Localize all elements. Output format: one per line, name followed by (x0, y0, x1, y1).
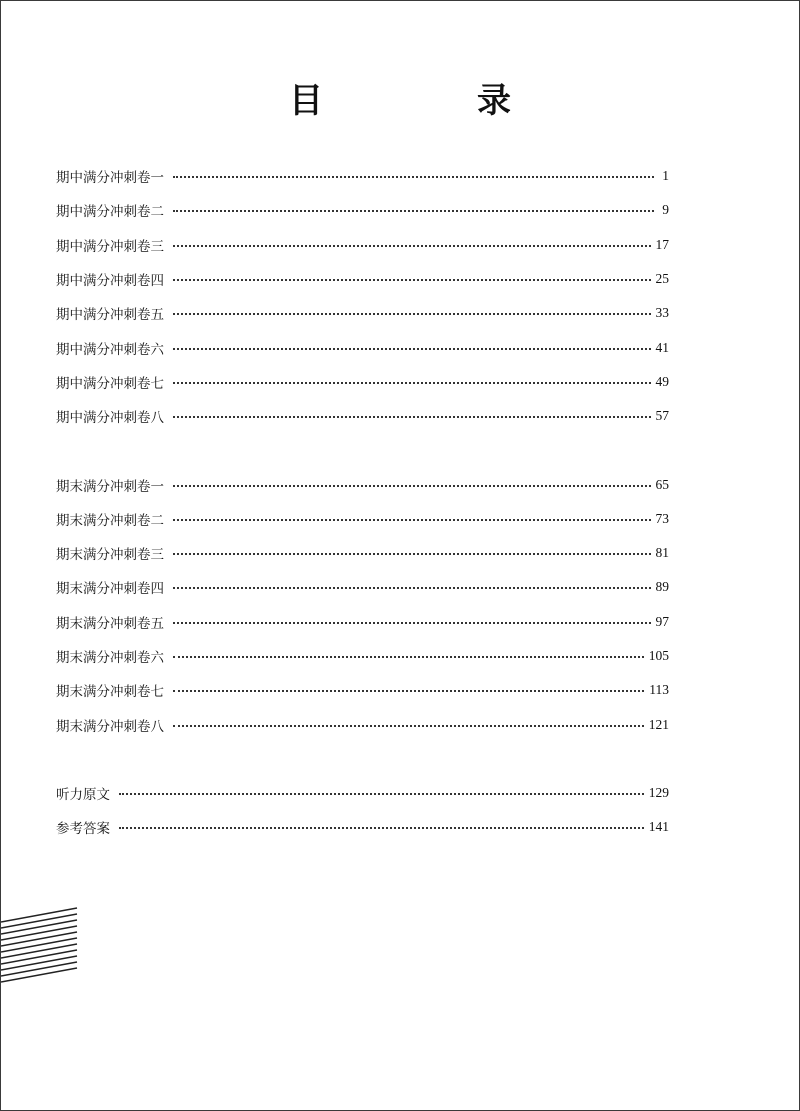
dot-leader (173, 622, 651, 624)
toc-entry-page: 141 (648, 819, 669, 835)
dot-leader (173, 725, 644, 727)
toc-entry-label: 期中满分冲刺卷三 (56, 238, 164, 255)
final-section (56, 467, 669, 741)
dot-leader (173, 553, 651, 555)
dot-leader (119, 827, 644, 829)
toc-entry-page: 1 (662, 168, 669, 184)
dot-leader (173, 279, 651, 281)
toc-entry[interactable] (56, 810, 669, 844)
toc-entry-page: 9 (662, 202, 669, 218)
toc-entry[interactable] (56, 639, 669, 673)
toc-entry-page: 65 (655, 476, 669, 492)
toc-entry-page: 25 (655, 271, 669, 287)
midterm-section (56, 159, 669, 433)
toc-entry[interactable] (56, 159, 669, 193)
toc-entry[interactable] (56, 536, 669, 570)
toc-entry[interactable] (56, 296, 669, 330)
toc-entry-page: 57 (655, 408, 669, 424)
toc-entry[interactable] (56, 193, 669, 227)
dot-leader (173, 587, 651, 589)
dot-leader (173, 210, 654, 212)
toc-entry-page: 33 (655, 305, 669, 321)
dot-leader (173, 245, 651, 247)
toc-entry-label: 期末满分冲刺卷六 (56, 650, 164, 666)
page-title: 目 录 (289, 81, 571, 121)
toc-entry-page: 89 (655, 579, 669, 595)
toc-entry-page: 121 (648, 716, 669, 732)
toc-entry-label: 听力原文 (56, 786, 110, 803)
dot-leader (173, 519, 651, 521)
toc-entry[interactable] (56, 673, 669, 707)
toc-entry-label: 期末满分冲刺卷二 (56, 512, 164, 529)
decorative-lines-graphic (1, 906, 81, 984)
dot-leader (173, 485, 651, 487)
toc-entry-label: 期末满分冲刺卷三 (56, 547, 164, 564)
toc-entry-label: 参考答案 (56, 821, 110, 838)
toc-entry-page: 49 (655, 373, 669, 389)
dot-leader (173, 382, 651, 384)
dot-leader (173, 656, 644, 658)
toc-entry[interactable] (56, 467, 669, 501)
toc-entry[interactable] (56, 570, 669, 604)
section-spacer (56, 742, 669, 776)
section-spacer (56, 433, 669, 467)
toc-entry-label: 期中满分冲刺卷四 (56, 273, 164, 290)
toc-entry[interactable] (56, 365, 669, 399)
toc-entry[interactable] (56, 707, 669, 741)
toc-entry-page: 105 (648, 648, 669, 663)
toc-entry[interactable] (56, 228, 669, 262)
toc-entry-label: 期末满分冲刺卷四 (56, 581, 164, 598)
toc-entry-label: 期中满分冲刺卷七 (56, 375, 164, 392)
toc-entry-label: 期中满分冲刺卷五 (56, 307, 164, 324)
toc-entry-label: 期末满分冲刺卷八 (56, 718, 164, 735)
toc-entry[interactable] (56, 776, 669, 810)
toc-entry-page: 17 (655, 236, 669, 252)
toc-entry-page: 41 (655, 339, 669, 355)
toc-entry-label: 期中满分冲刺卷一 (56, 170, 164, 187)
dot-leader (173, 313, 651, 315)
toc-entry-page: 129 (648, 784, 669, 800)
toc-entry-page: 81 (655, 545, 669, 561)
toc-entry-page: 113 (649, 682, 669, 698)
dot-leader (173, 348, 651, 350)
toc-entry[interactable] (56, 605, 669, 639)
toc-entry-page: 97 (655, 613, 669, 629)
dot-leader (119, 793, 644, 795)
toc-entry-page: 73 (655, 510, 669, 526)
toc-entry-label: 期末满分冲刺卷一 (56, 478, 164, 495)
table-of-contents (56, 159, 669, 844)
toc-entry-label: 期末满分冲刺卷七 (56, 684, 164, 701)
toc-entry[interactable] (56, 399, 669, 433)
toc-entry-label: 期中满分冲刺卷二 (56, 204, 164, 221)
appendix-section (56, 776, 669, 845)
dot-leader (173, 176, 654, 178)
dot-leader (173, 416, 651, 418)
toc-entry-label: 期中满分冲刺卷六 (56, 341, 164, 358)
toc-entry[interactable] (56, 262, 669, 296)
toc-entry[interactable] (56, 330, 669, 364)
toc-entry-label: 期末满分冲刺卷五 (56, 615, 164, 632)
dot-leader (173, 690, 644, 692)
toc-entry[interactable] (56, 502, 669, 536)
toc-entry-label: 期中满分冲刺卷八 (56, 410, 164, 427)
